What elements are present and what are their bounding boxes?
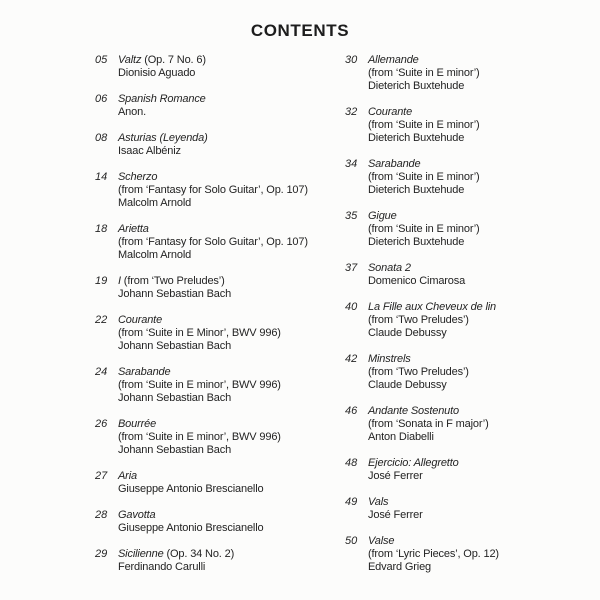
toc-entry-text — [368, 301, 595, 340]
toc-entry — [95, 418, 345, 457]
toc-entry — [95, 132, 345, 158]
toc-composer: Johann Sebastian Bach — [118, 288, 232, 300]
toc-composer: Claude Debussy — [368, 327, 447, 339]
toc-title-line — [118, 171, 345, 184]
toc-entry-text — [118, 54, 345, 80]
toc-title: Courante — [118, 314, 163, 326]
toc-entry-text — [118, 314, 345, 353]
toc-page-number: 24 — [95, 366, 108, 378]
toc-entry-text — [118, 470, 345, 496]
toc-subtitle: (from ‘Fantasy for Solo Guitar’, Op. 107) — [118, 184, 308, 196]
toc-entry — [345, 457, 595, 483]
toc-entry-text — [368, 106, 595, 145]
toc-entry-text — [368, 262, 595, 288]
toc-title-line — [118, 223, 345, 236]
toc-composer: Johann Sebastian Bach — [118, 340, 232, 352]
toc-subtitle: (from ‘Suite in E minor’) — [368, 171, 480, 183]
toc-subtitle: (from ‘Two Preludes’) — [368, 314, 469, 326]
toc-entry-text — [368, 457, 595, 483]
toc-title-line — [368, 158, 595, 171]
toc-page-number: 35 — [345, 210, 358, 222]
toc-entry-text — [118, 93, 345, 119]
toc-subtitle: (from ‘Fantasy for Solo Guitar’, Op. 107) — [118, 236, 308, 248]
toc-title-line — [118, 418, 345, 431]
toc-page-number: 27 — [95, 470, 108, 482]
toc-title-line — [368, 301, 595, 314]
toc-title-line — [368, 457, 595, 470]
toc-composer: Anton Diabelli — [368, 431, 434, 443]
toc-entry-text — [368, 405, 595, 444]
toc-composer: José Ferrer — [368, 470, 423, 482]
toc-title: Courante — [368, 106, 413, 118]
toc-subtitle: (from ‘Suite in E minor’) — [368, 223, 480, 235]
toc-subtitle: (from ‘Suite in E Minor’, BWV 996) — [118, 327, 281, 339]
page-title: CONTENTS — [250, 21, 350, 41]
toc-entry — [95, 470, 345, 496]
toc-title: La Fille aux Cheveux de lin — [368, 301, 497, 313]
toc-entry — [345, 210, 595, 249]
toc-page-number: 06 — [95, 93, 108, 105]
toc-title: Gavotta — [118, 509, 156, 521]
toc-entry-text — [118, 223, 345, 262]
toc-title-line — [368, 535, 595, 548]
toc-page-number: 32 — [345, 106, 358, 118]
toc-composer: Anon. — [118, 106, 146, 118]
toc-entry — [95, 314, 345, 353]
toc-entry-text — [118, 171, 345, 210]
toc-page-number: 42 — [345, 353, 358, 365]
toc-title: Gigue — [368, 210, 397, 222]
toc-entry-text — [118, 275, 345, 301]
toc-subtitle: (from ‘Suite in E minor’, BWV 996) — [118, 431, 281, 443]
toc-entry — [95, 171, 345, 210]
toc-entry — [345, 535, 595, 574]
toc-page-number: 46 — [345, 405, 358, 417]
toc-title: Vals — [368, 496, 389, 508]
toc-page-number: 37 — [345, 262, 358, 274]
toc-composer: Malcolm Arnold — [118, 249, 192, 261]
toc-title-line — [118, 314, 345, 327]
toc-entry — [95, 509, 345, 535]
toc-title-line — [118, 470, 345, 483]
toc-entry — [95, 548, 345, 574]
toc-title-line — [118, 366, 345, 379]
toc-title: Sonata 2 — [368, 262, 411, 274]
toc-entry-text — [118, 509, 345, 535]
toc-composer: Dieterich Buxtehude — [368, 184, 465, 196]
toc-entry — [95, 366, 345, 405]
toc-page-number: 30 — [345, 54, 358, 66]
toc-subtitle: (from ‘Suite in E minor’, BWV 996) — [118, 379, 281, 391]
toc-page-number: 48 — [345, 457, 358, 469]
toc-page-number: 19 — [95, 275, 108, 287]
toc-title: Bourrée — [118, 418, 157, 430]
toc-columns — [95, 54, 595, 574]
toc-entry-text — [368, 496, 595, 522]
toc-title-suffix: (Op. 34 No. 2) — [163, 548, 235, 560]
toc-column-right — [345, 54, 595, 574]
toc-title-line — [368, 496, 595, 509]
toc-entry — [345, 262, 595, 288]
toc-page-number: 26 — [95, 418, 108, 430]
toc-composer: Domenico Cimarosa — [368, 275, 466, 287]
toc-page-number: 28 — [95, 509, 108, 521]
toc-title: Spanish Romance — [118, 93, 206, 105]
toc-page-number: 40 — [345, 301, 358, 313]
toc-entry — [345, 496, 595, 522]
toc-subtitle: (from ‘Sonata in F major’) — [368, 418, 489, 430]
toc-page-number: 18 — [95, 223, 108, 235]
toc-subtitle: (from ‘Suite in E minor’) — [368, 119, 480, 131]
toc-entry — [95, 275, 345, 301]
toc-entry-text — [118, 548, 345, 574]
toc-entry — [95, 223, 345, 262]
toc-composer: Dieterich Buxtehude — [368, 80, 465, 92]
toc-title-line — [368, 54, 595, 67]
toc-page-number: 08 — [95, 132, 108, 144]
toc-page-number: 05 — [95, 54, 108, 66]
toc-title: Sicilienne — [118, 548, 164, 560]
toc-entry — [345, 54, 595, 93]
toc-subtitle: (from ‘Lyric Pieces’, Op. 12) — [368, 548, 499, 560]
toc-title-line — [118, 548, 345, 561]
toc-entry — [95, 93, 345, 119]
toc-page-number: 50 — [345, 535, 358, 547]
toc-title-line — [368, 262, 595, 275]
toc-column-left — [95, 54, 345, 574]
toc-title: Minstrels — [368, 353, 411, 365]
toc-title-line — [368, 106, 595, 119]
toc-subtitle: (from ‘Suite in E minor’) — [368, 67, 480, 79]
toc-page-number: 34 — [345, 158, 358, 170]
toc-composer: Isaac Albéniz — [118, 145, 181, 157]
toc-page-number: 14 — [95, 171, 108, 183]
toc-composer: Giuseppe Antonio Brescianello — [118, 522, 264, 534]
toc-title: Asturias (Leyenda) — [118, 132, 208, 144]
toc-entry-text — [368, 210, 595, 249]
toc-title: Allemande — [368, 54, 419, 66]
toc-entry-text — [118, 366, 345, 405]
toc-entry-text — [368, 535, 595, 574]
toc-composer: Malcolm Arnold — [118, 197, 192, 209]
toc-composer: Edvard Grieg — [368, 561, 432, 573]
toc-subtitle: (from ‘Two Preludes’) — [368, 366, 469, 378]
toc-entry — [345, 353, 595, 392]
toc-title-line — [368, 210, 595, 223]
toc-title: Scherzo — [118, 171, 158, 183]
toc-title-line — [118, 509, 345, 522]
toc-title: Sarabande — [118, 366, 171, 378]
toc-title-suffix: (from ‘Two Preludes’) — [120, 275, 225, 287]
toc-composer: Claude Debussy — [368, 379, 447, 391]
toc-page-number: 29 — [95, 548, 108, 560]
toc-composer: José Ferrer — [368, 509, 423, 521]
toc-entry-text — [368, 54, 595, 93]
toc-composer: Johann Sebastian Bach — [118, 392, 232, 404]
toc-entry — [95, 54, 345, 80]
toc-title: Valse — [368, 535, 395, 547]
toc-title: Ejercicio: Allegretto — [368, 457, 459, 469]
toc-title: I — [118, 275, 121, 287]
toc-title-line — [118, 93, 345, 106]
toc-composer: Giuseppe Antonio Brescianello — [118, 483, 264, 495]
toc-page-number: 22 — [95, 314, 108, 326]
toc-composer: Dionisio Aguado — [118, 67, 196, 79]
toc-title: Andante Sostenuto — [368, 405, 460, 417]
toc-entry — [345, 301, 595, 340]
toc-page-number: 49 — [345, 496, 358, 508]
toc-entry-text — [118, 418, 345, 457]
toc-entry-text — [118, 132, 345, 158]
toc-title-line — [118, 54, 345, 67]
toc-title-line — [118, 132, 345, 145]
toc-title: Arietta — [118, 223, 149, 235]
toc-title: Valtz — [118, 54, 142, 66]
toc-entry — [345, 106, 595, 145]
toc-composer: Dieterich Buxtehude — [368, 236, 465, 248]
toc-composer: Ferdinando Carulli — [118, 561, 206, 573]
toc-entry — [345, 158, 595, 197]
toc-composer: Dieterich Buxtehude — [368, 132, 465, 144]
toc-entry-text — [368, 158, 595, 197]
toc-title: Aria — [118, 470, 137, 482]
toc-title-line — [368, 405, 595, 418]
toc-composer: Johann Sebastian Bach — [118, 444, 232, 456]
toc-title: Sarabande — [368, 158, 421, 170]
toc-title-line — [118, 275, 345, 288]
toc-title-suffix: (Op. 7 No. 6) — [141, 54, 206, 66]
toc-entry-text — [368, 353, 595, 392]
toc-entry — [345, 405, 595, 444]
toc-title-line — [368, 353, 595, 366]
